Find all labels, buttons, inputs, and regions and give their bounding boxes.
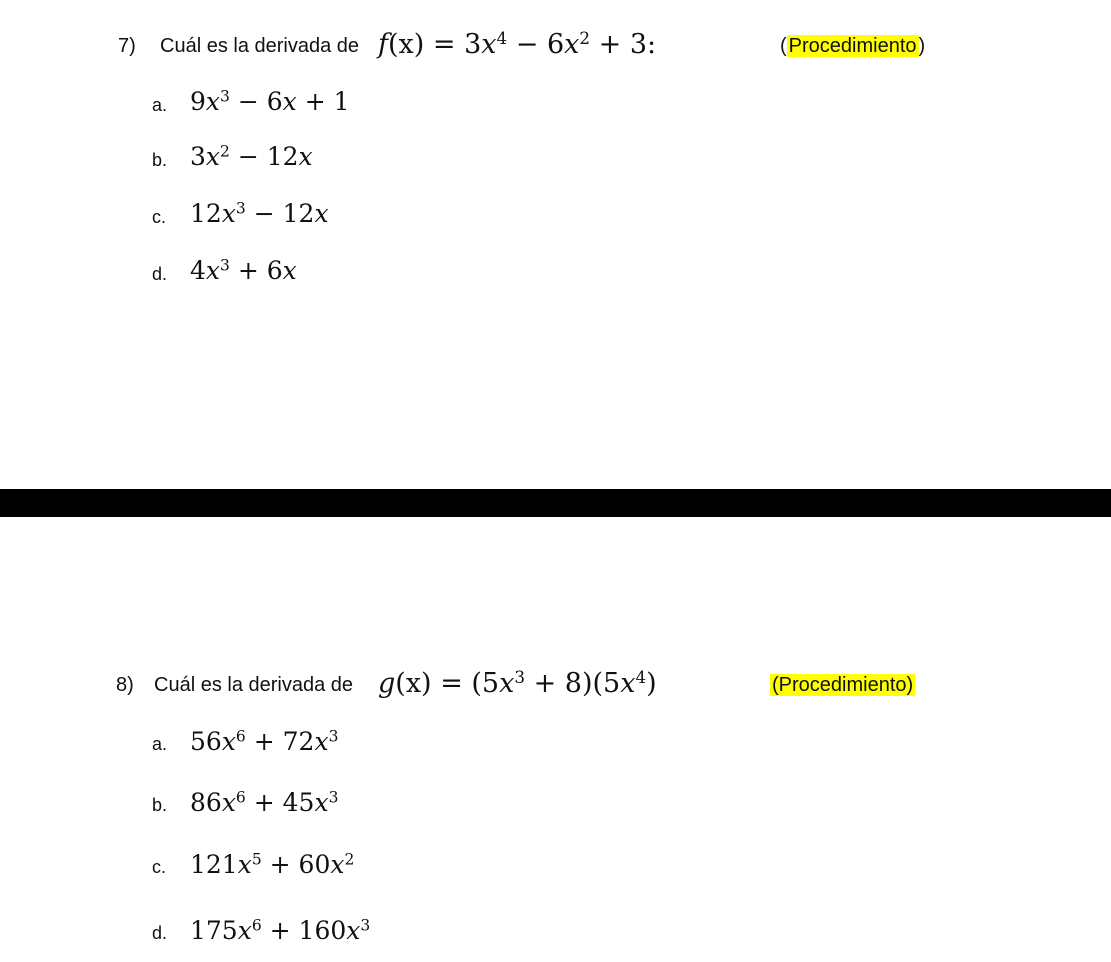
- question-8-func-name: g: [378, 668, 396, 699]
- expr-var: x: [205, 87, 221, 116]
- expr-part: + 60: [261, 850, 331, 879]
- expr-exp: 4: [496, 27, 508, 48]
- expr-part: + 45: [245, 788, 315, 817]
- expr-exp: 6: [251, 916, 262, 935]
- expr-var: x: [282, 87, 297, 116]
- q8-option-a-letter: a.: [152, 734, 168, 754]
- expr-exp: 3: [235, 199, 246, 218]
- expr-exp: 3: [220, 87, 230, 106]
- expr-var: x: [314, 788, 329, 817]
- q8-option-a: [190, 727, 338, 756]
- question-8-procedure: [770, 674, 915, 697]
- expr-part: 3: [190, 142, 206, 171]
- expr-part: + 8)(5: [525, 668, 621, 699]
- expr-exp: 4: [635, 666, 647, 687]
- expr-part: ): [646, 668, 657, 699]
- q7-option-b-letter: b.: [152, 150, 168, 170]
- expr-var: x: [298, 142, 313, 171]
- q8-option-b-letter: b.: [152, 795, 168, 815]
- expr-exp: 3: [220, 256, 230, 275]
- q7-option-d-letter: d.: [152, 264, 168, 284]
- expr-part: + 1: [296, 87, 350, 116]
- expr-part: + 3:: [590, 29, 657, 60]
- expr-exp: 3: [328, 788, 339, 807]
- expr-part: + 6: [229, 256, 283, 285]
- q7-option-a: [190, 87, 350, 116]
- expr-var: x: [205, 256, 221, 285]
- expr-exp: 3: [514, 666, 525, 687]
- expr-var: x: [221, 727, 236, 756]
- question-7-text: Cuál es la derivada de: [160, 35, 360, 57]
- procedure-open-paren: (: [780, 35, 787, 57]
- procedure-highlight: (Procedimiento): [772, 674, 914, 696]
- expr-var: x: [620, 668, 636, 699]
- q7-option-a-letter: a.: [152, 95, 168, 115]
- expr-part: − 12: [245, 199, 315, 228]
- expr-var: x: [481, 29, 497, 60]
- expr-part: + 160: [261, 916, 347, 945]
- question-7-func-arg: (x): [388, 29, 425, 60]
- expr-var: x: [499, 668, 515, 699]
- expr-part: 9: [190, 87, 206, 116]
- expr-part: − 6: [507, 29, 565, 60]
- expr-var: x: [221, 788, 236, 817]
- expr-part: − 12: [229, 142, 299, 171]
- expr-var: x: [237, 916, 252, 945]
- expr-part: 121: [190, 850, 238, 879]
- expr-part: 12: [190, 199, 222, 228]
- q7-option-c: [190, 199, 329, 228]
- expr-exp: 3: [328, 727, 339, 746]
- procedure-close-paren: ): [918, 35, 926, 57]
- q7-option-b: [190, 142, 313, 171]
- expr-part: − 6: [229, 87, 283, 116]
- expr-var: x: [282, 256, 297, 285]
- expr-var: x: [205, 142, 221, 171]
- expr-var: x: [314, 199, 329, 228]
- expr-var: x: [314, 727, 329, 756]
- question-8-text: Cuál es la derivada de: [154, 674, 354, 696]
- q8-option-c-letter: c.: [152, 857, 167, 877]
- question-7-func-name: f: [378, 29, 388, 60]
- expr-var: x: [330, 850, 345, 879]
- expr-exp: 2: [344, 850, 355, 869]
- q7-option-d: [190, 256, 297, 285]
- expr-part: 56: [190, 727, 222, 756]
- question-8-func-arg: (x): [395, 668, 432, 699]
- expr-part: + 72: [245, 727, 315, 756]
- question-8-number: 8): [116, 674, 134, 696]
- expr-var: x: [221, 199, 236, 228]
- question-7-procedure: [780, 35, 925, 58]
- expr-part: 4: [190, 256, 206, 285]
- expr-exp: 5: [251, 850, 262, 869]
- expr-var: x: [346, 916, 361, 945]
- question-7-number: 7): [118, 35, 136, 57]
- expr-exp: 2: [579, 27, 591, 48]
- q7-option-c-letter: c.: [152, 207, 167, 227]
- procedure-highlight: Procedimiento: [788, 35, 917, 57]
- expr-part: = 3: [432, 29, 482, 60]
- question-7-function: [378, 29, 656, 60]
- q8-option-d: [190, 916, 370, 945]
- expr-var: x: [564, 29, 580, 60]
- q8-option-c: [190, 850, 354, 879]
- expr-exp: 6: [235, 727, 246, 746]
- expr-part: 175: [190, 916, 238, 945]
- q8-option-b: [190, 788, 338, 817]
- black-divider-bar: [0, 489, 1111, 517]
- expr-exp: 6: [235, 788, 246, 807]
- expr-exp: 2: [220, 142, 230, 161]
- expr-var: x: [237, 850, 252, 879]
- question-8-function: [378, 668, 657, 699]
- expr-exp: 3: [360, 916, 371, 935]
- q8-option-d-letter: d.: [152, 923, 168, 943]
- expr-part: 86: [190, 788, 222, 817]
- expr-part: = (5: [440, 668, 500, 699]
